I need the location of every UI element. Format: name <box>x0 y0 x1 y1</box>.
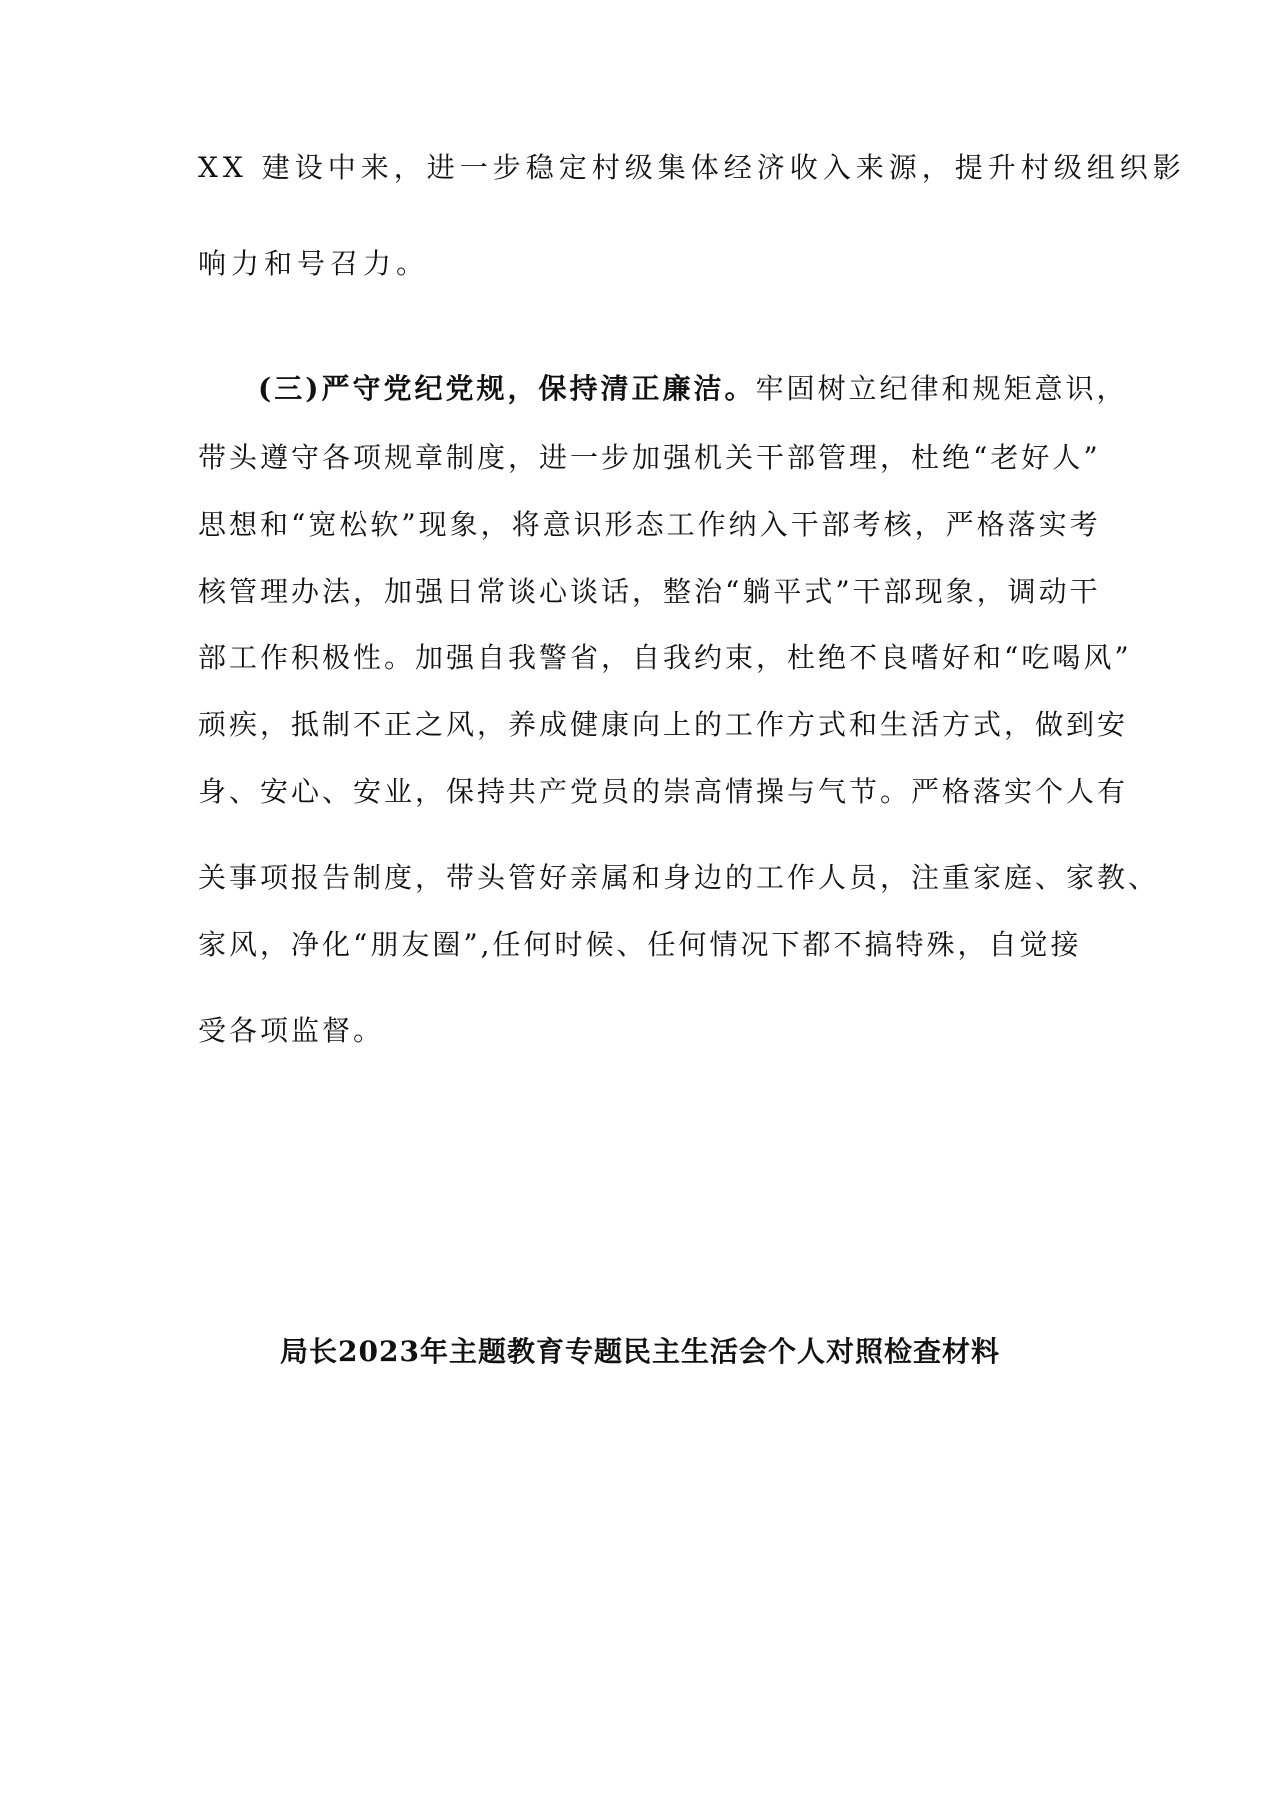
paragraph-line: 部工作积极性。加强自我警省，自我约束，杜绝不良嗜好和“吃喝风” <box>198 641 1132 674</box>
section-heading-line <box>258 369 1128 409</box>
paragraph-line: 身、安心、安业，保持共产党员的崇高情操与气节。严格落实个人有 <box>198 775 1129 808</box>
paragraph-line: 顽疾，抵制不正之风，养成健康向上的工作方式和生活方式，做到安 <box>198 708 1129 741</box>
paragraph-line: 思想和“宽松软”现象，将意识形态工作纳入干部考核，严格落实考 <box>198 508 1101 541</box>
paragraph-line: 核管理办法，加强日常谈心谈话，整治“躺平式”干部现象，调动干 <box>198 575 1101 608</box>
paragraph-line: 家风，净化“朋友圈”,任何时候、任何情况下都不搞特殊，自觉接 <box>198 928 1082 961</box>
paragraph-line: 响力和号召力。 <box>198 247 430 280</box>
section-heading: (三)严守党纪党规，保持清正廉洁。 <box>258 372 756 405</box>
section-heading-rest: 牢固树立纪律和规矩意识， <box>755 372 1128 405</box>
paragraph-line: 受各项监督。 <box>198 1014 385 1047</box>
paragraph-line: XX 建设中来，进一步稳定村级集体经济收入来源，提升村级组织影 <box>198 151 1186 184</box>
paragraph-line: 关事项报告制度，带头管好亲属和身边的工作人员，注重家庭、家教、 <box>198 861 1160 894</box>
paragraph-line: 带头遵守各项规章制度，进一步加强机关干部管理，杜绝“老好人” <box>198 441 1101 474</box>
document-title: 局长2023年主题教育专题民主生活会个人对照检查材料 <box>280 1335 1000 1368</box>
